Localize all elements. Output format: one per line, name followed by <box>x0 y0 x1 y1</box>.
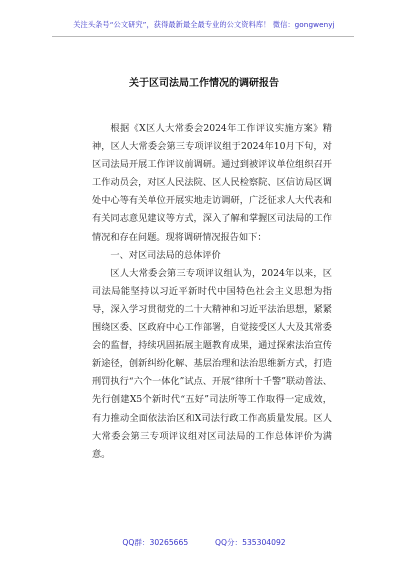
header-promo-note: 关注头条号“公文研究”，获得最新最全最专业的公文资料库！ 微信：gongwenyj <box>73 20 335 29</box>
qq-contact-number: QQ分：535304092 <box>215 538 286 547</box>
header-divider <box>52 36 354 37</box>
evaluation-paragraph: 区人大常委会第三专项评议组认为，2024年以来，区司法局能坚持以习近平新时代中国特色社会主义思想为指导，深入学习贯彻党的二十大精神和习近平法治思想，紧紧围绕区委、区政府中心工作部署，自觉接受区人大及其常委会的监督，持续巩固拓展主题教育成果，通过探索法治宣传新途径，创新纠纷化解、基层治理和法治思维新方式，打造刑罚执行“六个一体化”试点、开展“律所十千警”联动普法、先行创建X5个新时代“五好”司法所等工作取得一定成效，有力推动全面依法治区和X司法行政工作高质量发展。区人大常委会第三专项评议组对区司法局的工作总体评价为满意。 <box>92 267 332 460</box>
document-title: 关于区司法局工作情况的调研报告 <box>129 78 279 89</box>
qq-group-number: QQ群：30265665 <box>122 538 189 547</box>
document-body <box>92 120 332 464</box>
footer-contacts <box>0 537 408 548</box>
intro-paragraph: 根据《X区人大常委会2024年工作评议实施方案》精神，区人大常委会第三专项评议组于2024年10月下旬，对区司法局开展工作评议前调研。通过到被评议单位组织召开工作动员会，对区人民法院、区人民检察院、区信访局区调处中心等有关单位开展实地走访调研，广泛征求人大代表和有关同志意见建议等方式，深入了解和掌握区司法局的工作情况和存在问题。现将调研情况报告如下： <box>92 123 332 243</box>
section-heading: 一、对区司法局的总体评价 <box>110 249 221 261</box>
